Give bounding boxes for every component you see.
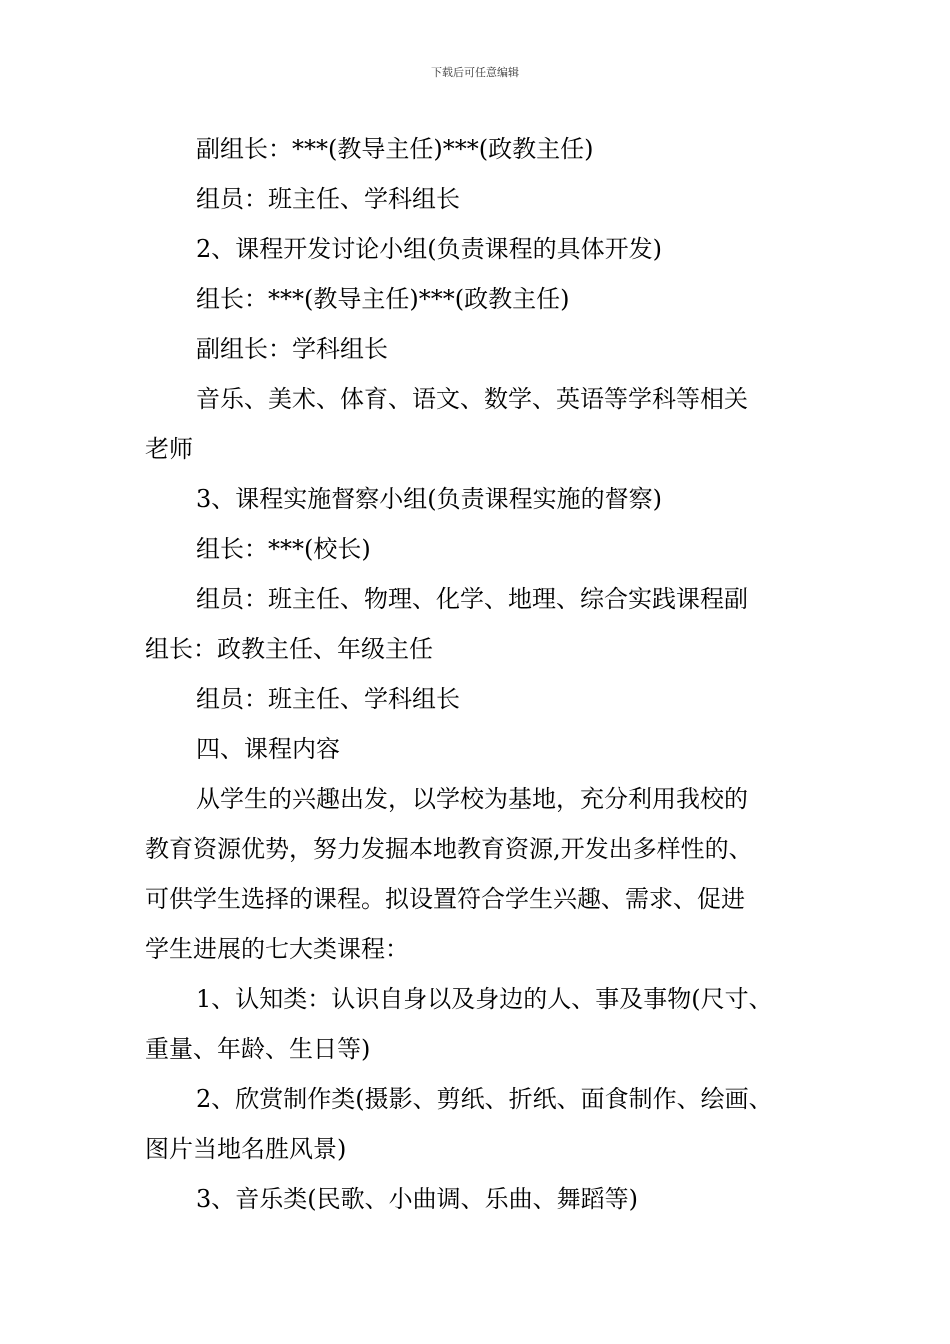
text-line: 1、认知类：认识自身以及身边的人、事及事物(尺寸、	[196, 985, 773, 1013]
text-line: 副组长：***(教导主任)***(政教主任)	[196, 135, 594, 163]
text-line: 组员：班主任、学科组长	[196, 685, 460, 713]
text-line: 图片当地名胜风景)	[145, 1135, 347, 1163]
text-line: 重量、年龄、生日等)	[145, 1035, 371, 1063]
text-line: 组长：***(校长)	[196, 535, 371, 563]
text-line: 组长：政教主任、年级主任	[145, 635, 433, 663]
section-heading: 四、课程内容	[196, 735, 340, 763]
text-line: 从学生的兴趣出发，以学校为基地，充分利用我校的	[196, 785, 748, 813]
text-line: 老师	[145, 435, 193, 463]
text-line: 教育资源优势，努力发掘本地教育资源,开发出多样性的、	[145, 835, 753, 863]
text-line: 可供学生选择的课程。拟设置符合学生兴趣、需求、促进	[145, 885, 745, 913]
text-line: 组长：***(教导主任)***(政教主任)	[196, 285, 570, 313]
text-line: 副组长：学科组长	[196, 335, 388, 363]
text-line: 2、课程开发讨论小组(负责课程的具体开发)	[196, 235, 662, 263]
text-line: 组员：班主任、物理、化学、地理、综合实践课程副	[196, 585, 748, 613]
text-line: 3、音乐类(民歌、小曲调、乐曲、舞蹈等)	[196, 1185, 638, 1213]
text-line: 音乐、美术、体育、语文、数学、英语等学科等相关	[196, 385, 748, 413]
text-line: 学生进展的七大类课程：	[145, 935, 409, 963]
page-header: 下载后可任意编辑	[431, 66, 519, 79]
text-line: 组员：班主任、学科组长	[196, 185, 460, 213]
text-line: 2、欣赏制作类(摄影、剪纸、折纸、面食制作、绘画、	[196, 1085, 773, 1113]
text-line: 3、课程实施督察小组(负责课程实施的督察)	[196, 485, 662, 513]
document-body	[145, 124, 825, 1224]
